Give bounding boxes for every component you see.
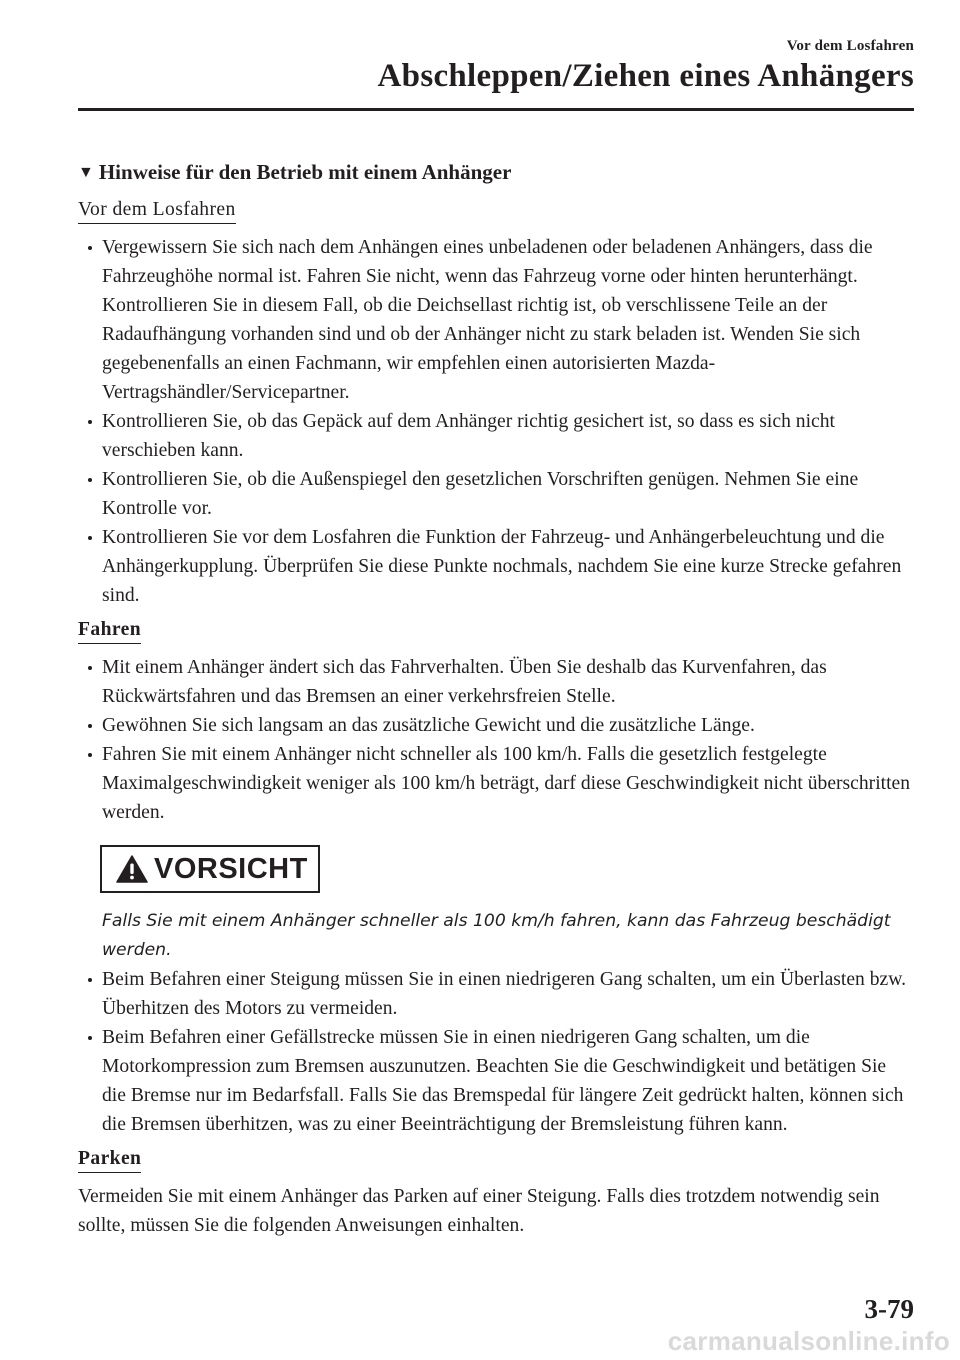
list-item-text: Gewöhnen Sie sich langsam an das zusätzliche Gewicht und die zusätzliche Länge.: [102, 715, 755, 736]
list-item: [80, 523, 914, 610]
bullet-icon: [88, 753, 92, 757]
caution-text: Falls Sie mit einem Anhänger schneller als 100 km/h fahren, kann das Fahrzeug beschädigt werden.: [102, 911, 891, 960]
header-divider: [78, 108, 914, 111]
list-item: [80, 465, 914, 523]
list-item: [80, 653, 914, 711]
list-item-text: Beim Befahren einer Steigung müssen Sie in einen niedrigeren Gang schalten, um ein Überlasten bzw. Überhitzen des Motors zu vermeiden.: [102, 969, 907, 1019]
bullet-icon: [88, 478, 92, 482]
bullet-icon: [88, 724, 92, 728]
page-title: Abschleppen/Ziehen eines Anhängers: [377, 58, 914, 94]
list-item: [80, 711, 914, 740]
list-item-text: Fahren Sie mit einem Anhänger nicht schneller als 100 km/h. Falls die gesetzlich festgelegte Maximalgeschwindigkeit weniger als 100 km/h beträgt, darf diese Geschwindigkeit nicht überschritten werden.: [102, 744, 911, 823]
list-item-text: Mit einem Anhänger ändert sich das Fahrverhalten. Üben Sie deshalb das Kurvenfahren, das Rückwärtsfahren und das Bremsen an einer verkehrsfreien Stelle.: [102, 657, 827, 707]
bullet-icon: [88, 420, 92, 424]
list-item: [80, 1023, 914, 1139]
section-heading-text: Hinweise für den Betrieb mit einem Anhänger: [98, 160, 512, 184]
watermark: carmanualsonline.info: [667, 1326, 950, 1356]
bullet-icon: [88, 978, 92, 982]
bullet-icon: [88, 246, 92, 250]
subheading-parking: Parken: [78, 1147, 141, 1173]
header-section-label: Vor dem Losfahren: [786, 38, 914, 54]
list-item: [80, 740, 914, 827]
driving-list-continued: [78, 965, 914, 1139]
bullet-icon: [88, 666, 92, 670]
triangle-down-icon: ▼: [78, 164, 94, 181]
list-item-text: Vergewissern Sie sich nach dem Anhängen eines unbeladenen oder beladenen Anhängers, dass die Fahrzeughöhe normal ist. Fahren Sie nicht, wenn das Fahrzeug vorne oder hinten herunterhängt. Kontrollieren Sie in diesem Fall, ob die Deichsellast richtig ist, ob verschlissene Teile an der Radaufhängung vorhanden sind und ob der Anhänger nicht zu stark beladen ist. Wenden Sie sich gegebenenfalls an einen Fachmann, wir empfehlen einen autorisierten Mazda-Vertragshändler/Servicepartner.: [102, 237, 873, 403]
subheading-before-driving: Vor dem Losfahren: [78, 198, 236, 224]
page-number: 3-79: [864, 1294, 914, 1324]
list-item-text: Kontrollieren Sie, ob die Außenspiegel den gesetzlichen Vorschriften genügen. Nehmen Sie eine Kontrolle vor.: [102, 469, 859, 519]
section-heading: [78, 158, 914, 187]
bullet-icon: [88, 1036, 92, 1040]
list-item-text: Kontrollieren Sie vor dem Losfahren die Funktion der Fahrzeug- und Anhängerbeleuchtung und die Anhängerkupplung. Überprüfen Sie diese Punkte nochmals, nachdem Sie eine kurze Strecke gefahren sind.: [102, 527, 902, 606]
caution-box: [100, 845, 320, 893]
list-item: [80, 233, 914, 407]
page-content: [78, 158, 914, 1240]
before-driving-list: [78, 233, 914, 610]
list-item: [80, 965, 914, 1023]
driving-list: [78, 653, 914, 827]
warning-triangle-icon: [116, 855, 148, 883]
bullet-icon: [88, 536, 92, 540]
list-item-text: Kontrollieren Sie, ob das Gepäck auf dem Anhänger richtig gesichert ist, so dass es sich nicht verschieben kann.: [102, 411, 835, 461]
list-item: [80, 407, 914, 465]
subheading-driving: Fahren: [78, 618, 141, 644]
list-item-text: Beim Befahren einer Gefällstrecke müssen Sie in einen niedrigeren Gang schalten, um die Motorkompression zum Bremsen auszunutzen. Beachten Sie die Geschwindigkeit und betätigen Sie die Bremse nur im Bedarfsfall. Falls Sie das Bremspedal für längere Zeit gedrückt halten, können sich die Bremsen überhitzen, was zu einer Beeinträchtigung der Bremsleistung führen kann.: [102, 1027, 904, 1135]
parking-paragraph: Vermeiden Sie mit einem Anhänger das Parken auf einer Steigung. Falls dies trotzdem notwendig sein sollte, müssen Sie die folgenden Anweisungen einhalten.: [78, 1186, 880, 1236]
caution-label: VORSICHT: [154, 853, 308, 885]
